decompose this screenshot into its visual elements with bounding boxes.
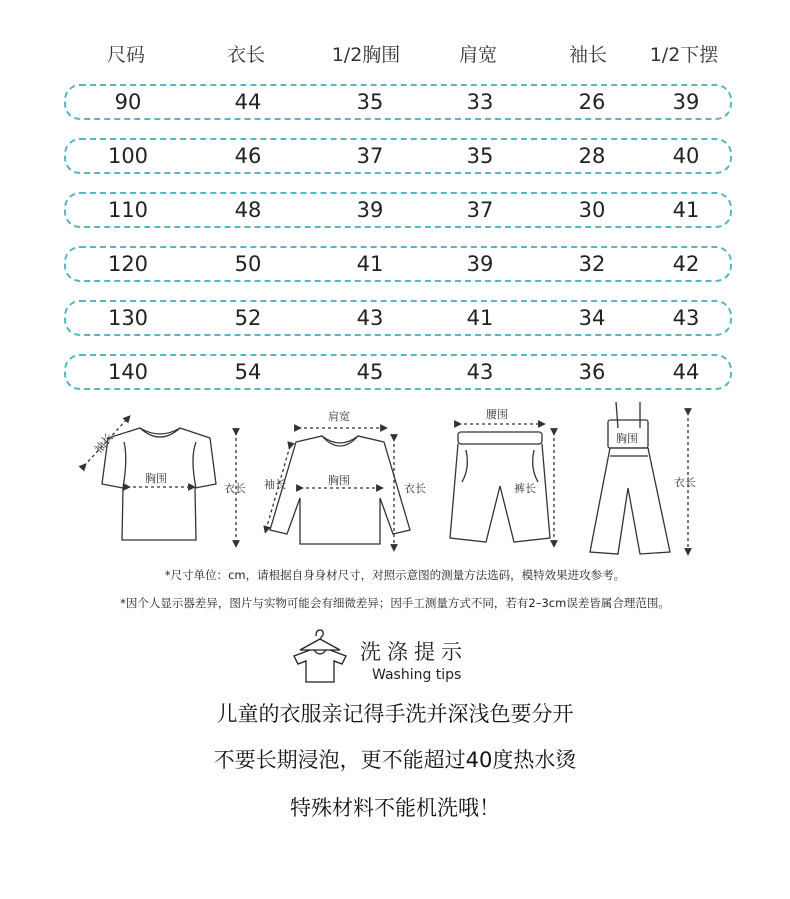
table-cell: 100 xyxy=(107,144,149,168)
size-unit-note: *尺寸单位：cm，请根据自身身材尺寸，对照示意图的测量方法选码，模特效果进攻参考。 xyxy=(164,568,626,582)
table-cell: 130 xyxy=(107,306,149,330)
table-cell: 43 xyxy=(356,306,384,330)
header-length: 衣长 xyxy=(226,44,265,66)
table-cell: 39 xyxy=(466,252,494,276)
overalls-length-label: 衣长 xyxy=(674,476,696,489)
header-half-hem: 1/2下摆 xyxy=(649,44,719,66)
pants-length-label: 裤长 xyxy=(514,482,536,495)
table-cell: 50 xyxy=(234,252,262,276)
table-row xyxy=(64,138,732,174)
table-cell: 37 xyxy=(466,198,494,222)
table-row xyxy=(64,192,732,228)
table-cell: 42 xyxy=(672,252,700,276)
table-cell: 41 xyxy=(672,198,700,222)
washing-tip-line: 不要长期浸泡，更不能超过40度热水烫 xyxy=(213,748,577,772)
table-cell: 43 xyxy=(672,306,700,330)
table-row xyxy=(64,84,732,120)
table-cell: 36 xyxy=(578,360,606,384)
header-sleeve: 袖长 xyxy=(568,44,607,66)
washing-tip-line: 儿童的衣服亲记得手洗并深浅色要分开 xyxy=(216,702,574,726)
table-row xyxy=(64,246,732,282)
header-half-chest: 1/2胸围 xyxy=(331,44,401,66)
table-cell: 39 xyxy=(672,90,700,114)
washing-tip-line: 特殊材料不能机洗哦！ xyxy=(290,796,500,820)
table-cell: 39 xyxy=(356,198,384,222)
pants-diagram xyxy=(450,424,554,544)
measurement-diagrams xyxy=(0,398,790,558)
table-cell: 35 xyxy=(466,144,494,168)
washing-tips-subtitle: Washing tips xyxy=(372,667,462,683)
sweater-length-label: 衣长 xyxy=(404,482,426,495)
table-cell: 34 xyxy=(578,306,606,330)
sweater-sleeve-label: 袖长 xyxy=(264,478,286,491)
table-cell: 44 xyxy=(672,360,700,384)
table-cell: 40 xyxy=(672,144,700,168)
table-cell: 41 xyxy=(466,306,494,330)
table-cell: 28 xyxy=(578,144,606,168)
table-cell: 37 xyxy=(356,144,384,168)
tshirt-length-label: 衣长 xyxy=(224,482,246,495)
header-size: 尺码 xyxy=(106,44,145,66)
table-cell: 44 xyxy=(234,90,262,114)
table-cell: 35 xyxy=(356,90,384,114)
table-cell: 33 xyxy=(466,90,494,114)
table-cell: 46 xyxy=(234,144,262,168)
table-cell: 43 xyxy=(466,360,494,384)
table-cell: 48 xyxy=(234,198,262,222)
tshirt-sleeve-label: 袖长 xyxy=(91,430,116,456)
washing-tips-title: 洗涤提示 xyxy=(360,640,468,664)
header-shoulder: 肩宽 xyxy=(458,44,497,66)
pants-waist-label: 腰围 xyxy=(486,408,508,421)
table-row xyxy=(64,300,732,336)
sweater-shoulder-label: 肩宽 xyxy=(328,410,350,423)
table-row xyxy=(64,354,732,390)
table-cell: 30 xyxy=(578,198,606,222)
hanger-shirt-icon xyxy=(290,626,350,686)
table-cell: 52 xyxy=(234,306,262,330)
table-cell: 45 xyxy=(356,360,384,384)
sweater-chest-label: 胸围 xyxy=(328,474,350,487)
table-cell: 32 xyxy=(578,252,606,276)
table-cell: 120 xyxy=(107,252,149,276)
table-cell: 41 xyxy=(356,252,384,276)
tshirt-chest-label: 胸围 xyxy=(145,472,167,485)
table-cell: 110 xyxy=(107,198,149,222)
table-cell: 140 xyxy=(107,360,149,384)
table-cell: 26 xyxy=(578,90,606,114)
sweater-diagram xyxy=(266,428,410,548)
table-cell: 90 xyxy=(114,90,142,114)
measurement-error-note: *因个人显示器差异，图片与实物可能会有细微差异；因手工测量方式不同，若有2–3cm误差皆属合理范围。 xyxy=(120,596,670,610)
overalls-chest-label: 胸围 xyxy=(616,432,638,445)
table-cell: 54 xyxy=(234,360,262,384)
